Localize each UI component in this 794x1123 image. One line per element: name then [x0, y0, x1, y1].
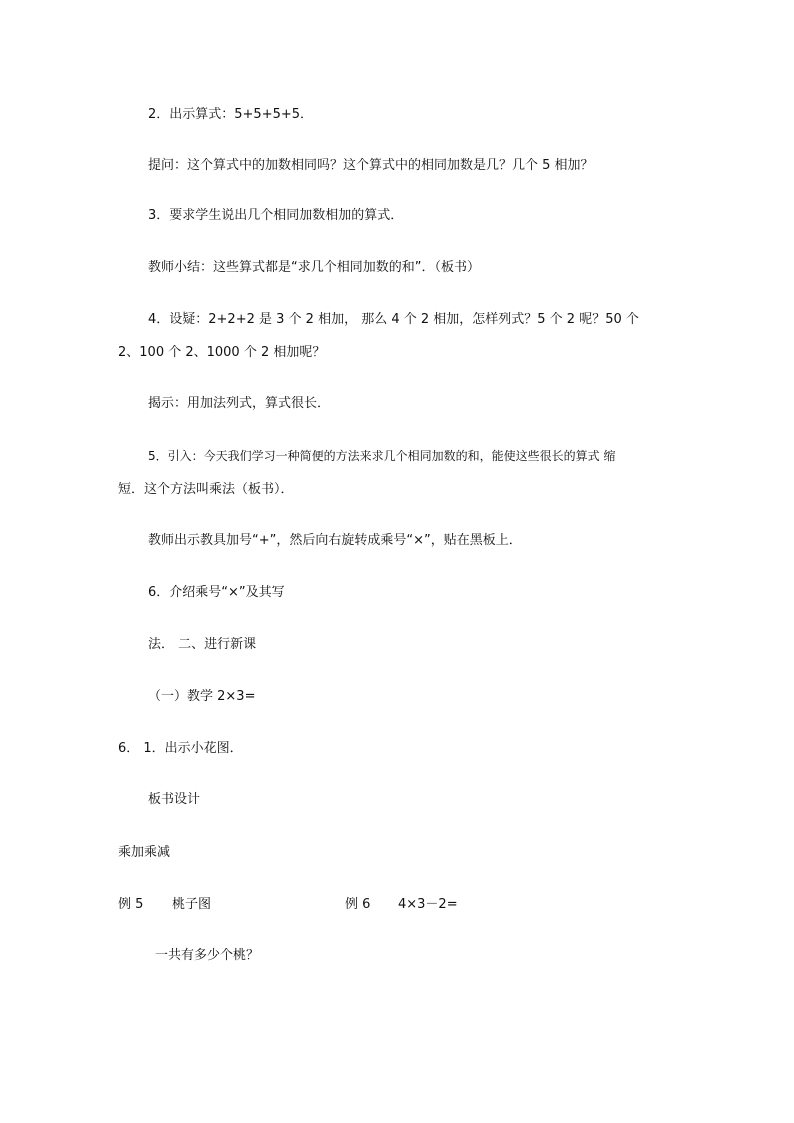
text-line-requirement: 3．要求学生说出几个相同加数相加的算式． [148, 208, 404, 223]
text-line-peach-question: 一共有多少个桃？ [155, 948, 260, 963]
text-line-flower-picture: 6． 1．出示小花图． [118, 741, 243, 756]
example-6-label: 例 6 [345, 897, 371, 912]
text-line-doubt: 4．设疑：2+2+2 是 3 个 2 相加， 那么 4 个 2 相加，怎样列式？5 个 2 呢？50 个 [148, 312, 639, 327]
text-line-teaching-2x3: （一）教学 2×3= [148, 689, 256, 704]
text-line-multiply-add-subtract: 乘加乘减 [118, 845, 171, 860]
text-line-teacher-summary: 教师小结：这些算式都是“求几个相同加数的和”．（板书） [148, 260, 480, 275]
text-line-introduction: 5．引入：今天我们学习一种简便的方法来求几个相同加数的和，能使这些很长的算式 缩 [148, 449, 616, 463]
example-6-formula: 4×3－2= [398, 897, 458, 912]
text-line-display-formula: 2．出示算式：5+5+5+5． [148, 107, 314, 122]
text-line-question: 提问：这个算式中的加数相同吗？这个算式中的相同加数是几？几个 5 相加？ [148, 158, 594, 173]
example-5-text: 桃子图 [172, 897, 212, 912]
text-line-reveal: 揭示：用加法列式，算式很长． [148, 396, 331, 411]
text-line-doubt-continued: 2、100 个 2、1000 个 2 相加呢？ [118, 345, 326, 360]
text-line-introduction-continued: 短．这个方法叫乘法（板书）． [118, 482, 294, 497]
example-5-label: 例 5 [118, 897, 144, 912]
text-line-board-design: 板书设计 [148, 792, 201, 807]
text-line-multiplication-sign: 6．介绍乘号“×”及其写 [148, 585, 285, 600]
text-line-teaching-aid: 教师出示教具加号“+”，然后向右旋转成乘号“×”，贴在黑板上． [148, 533, 522, 548]
text-line-new-lesson: 法． 二、进行新课 [148, 637, 257, 652]
